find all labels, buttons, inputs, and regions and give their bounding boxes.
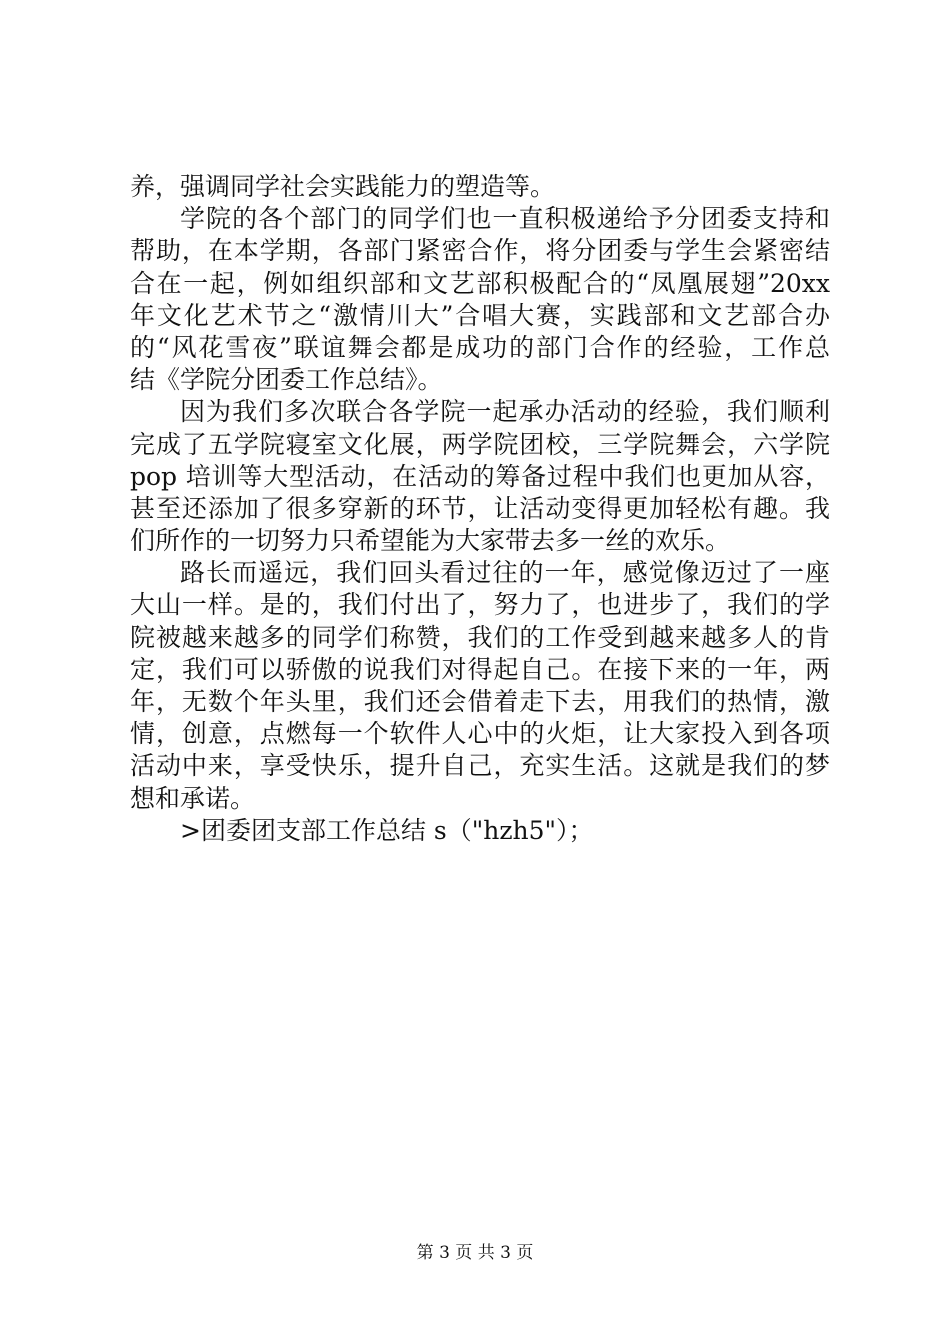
text-line: 路长而遥远，我们回头看过往的一年，感觉像迈过了一座: [180, 558, 830, 588]
text-line: 们所作的一切努力只希望能为大家带去多一丝的欢乐。: [130, 526, 731, 556]
text-line: 完成了五学院寝室文化展，两学院团校，三学院舞会，六学院: [130, 429, 830, 459]
page-number-footer: 第 3 页 共 3 页: [416, 1243, 534, 1263]
text-line: 结《学院分团委工作总结》。: [130, 365, 443, 395]
text-line: 年文化艺术节之“激情川大”合唱大赛，实践部和文艺部合办: [130, 300, 830, 330]
text-line: pop 培训等大型活动，在活动的筹备过程中我们也更加从容，: [130, 461, 830, 491]
text-line: 的“风花雪夜”联谊舞会都是成功的部门合作的经验，工作总: [130, 332, 830, 362]
text-line: 情，创意，点燃每一个软件人心中的火炬，让大家投入到各项: [130, 719, 830, 749]
text-line: 大山一样。是的，我们付出了，努力了，也进步了，我们的学: [130, 590, 830, 620]
text-line: 学院的各个部门的同学们也一直积极递给予分团委支持和: [180, 204, 830, 234]
document-body: [130, 171, 830, 847]
text-line: 养，强调同学社会实践能力的塑造等。: [130, 172, 556, 201]
text-line: 合在一起，例如组织部和文艺部积极配合的“凤凰展翅”20xx: [130, 268, 830, 298]
text-line: 年，无数个年头里，我们还会借着走下去，用我们的热情，激: [130, 687, 830, 716]
text-line: 甚至还添加了很多穿新的环节，让活动变得更加轻松有趣。我: [130, 493, 830, 523]
text-line: 院被越来越多的同学们称赞，我们的工作受到越来越多人的肯: [130, 622, 830, 652]
text-line: 定，我们可以骄傲的说我们对得起自己。在接下来的一年，两: [130, 654, 830, 684]
text-line: 活动中来，享受快乐，提升自己，充实生活。这就是我们的梦: [130, 751, 830, 781]
text-line: 帮助，在本学期，各部门紧密合作，将分团委与学生会紧密结: [130, 236, 830, 266]
text-line: 想和承诺。: [130, 783, 256, 813]
text-line: >团委团支部工作总结 s（"hzh5"）；: [180, 815, 594, 845]
text-line: 因为我们多次联合各学院一起承办活动的经验，我们顺利: [180, 397, 830, 427]
